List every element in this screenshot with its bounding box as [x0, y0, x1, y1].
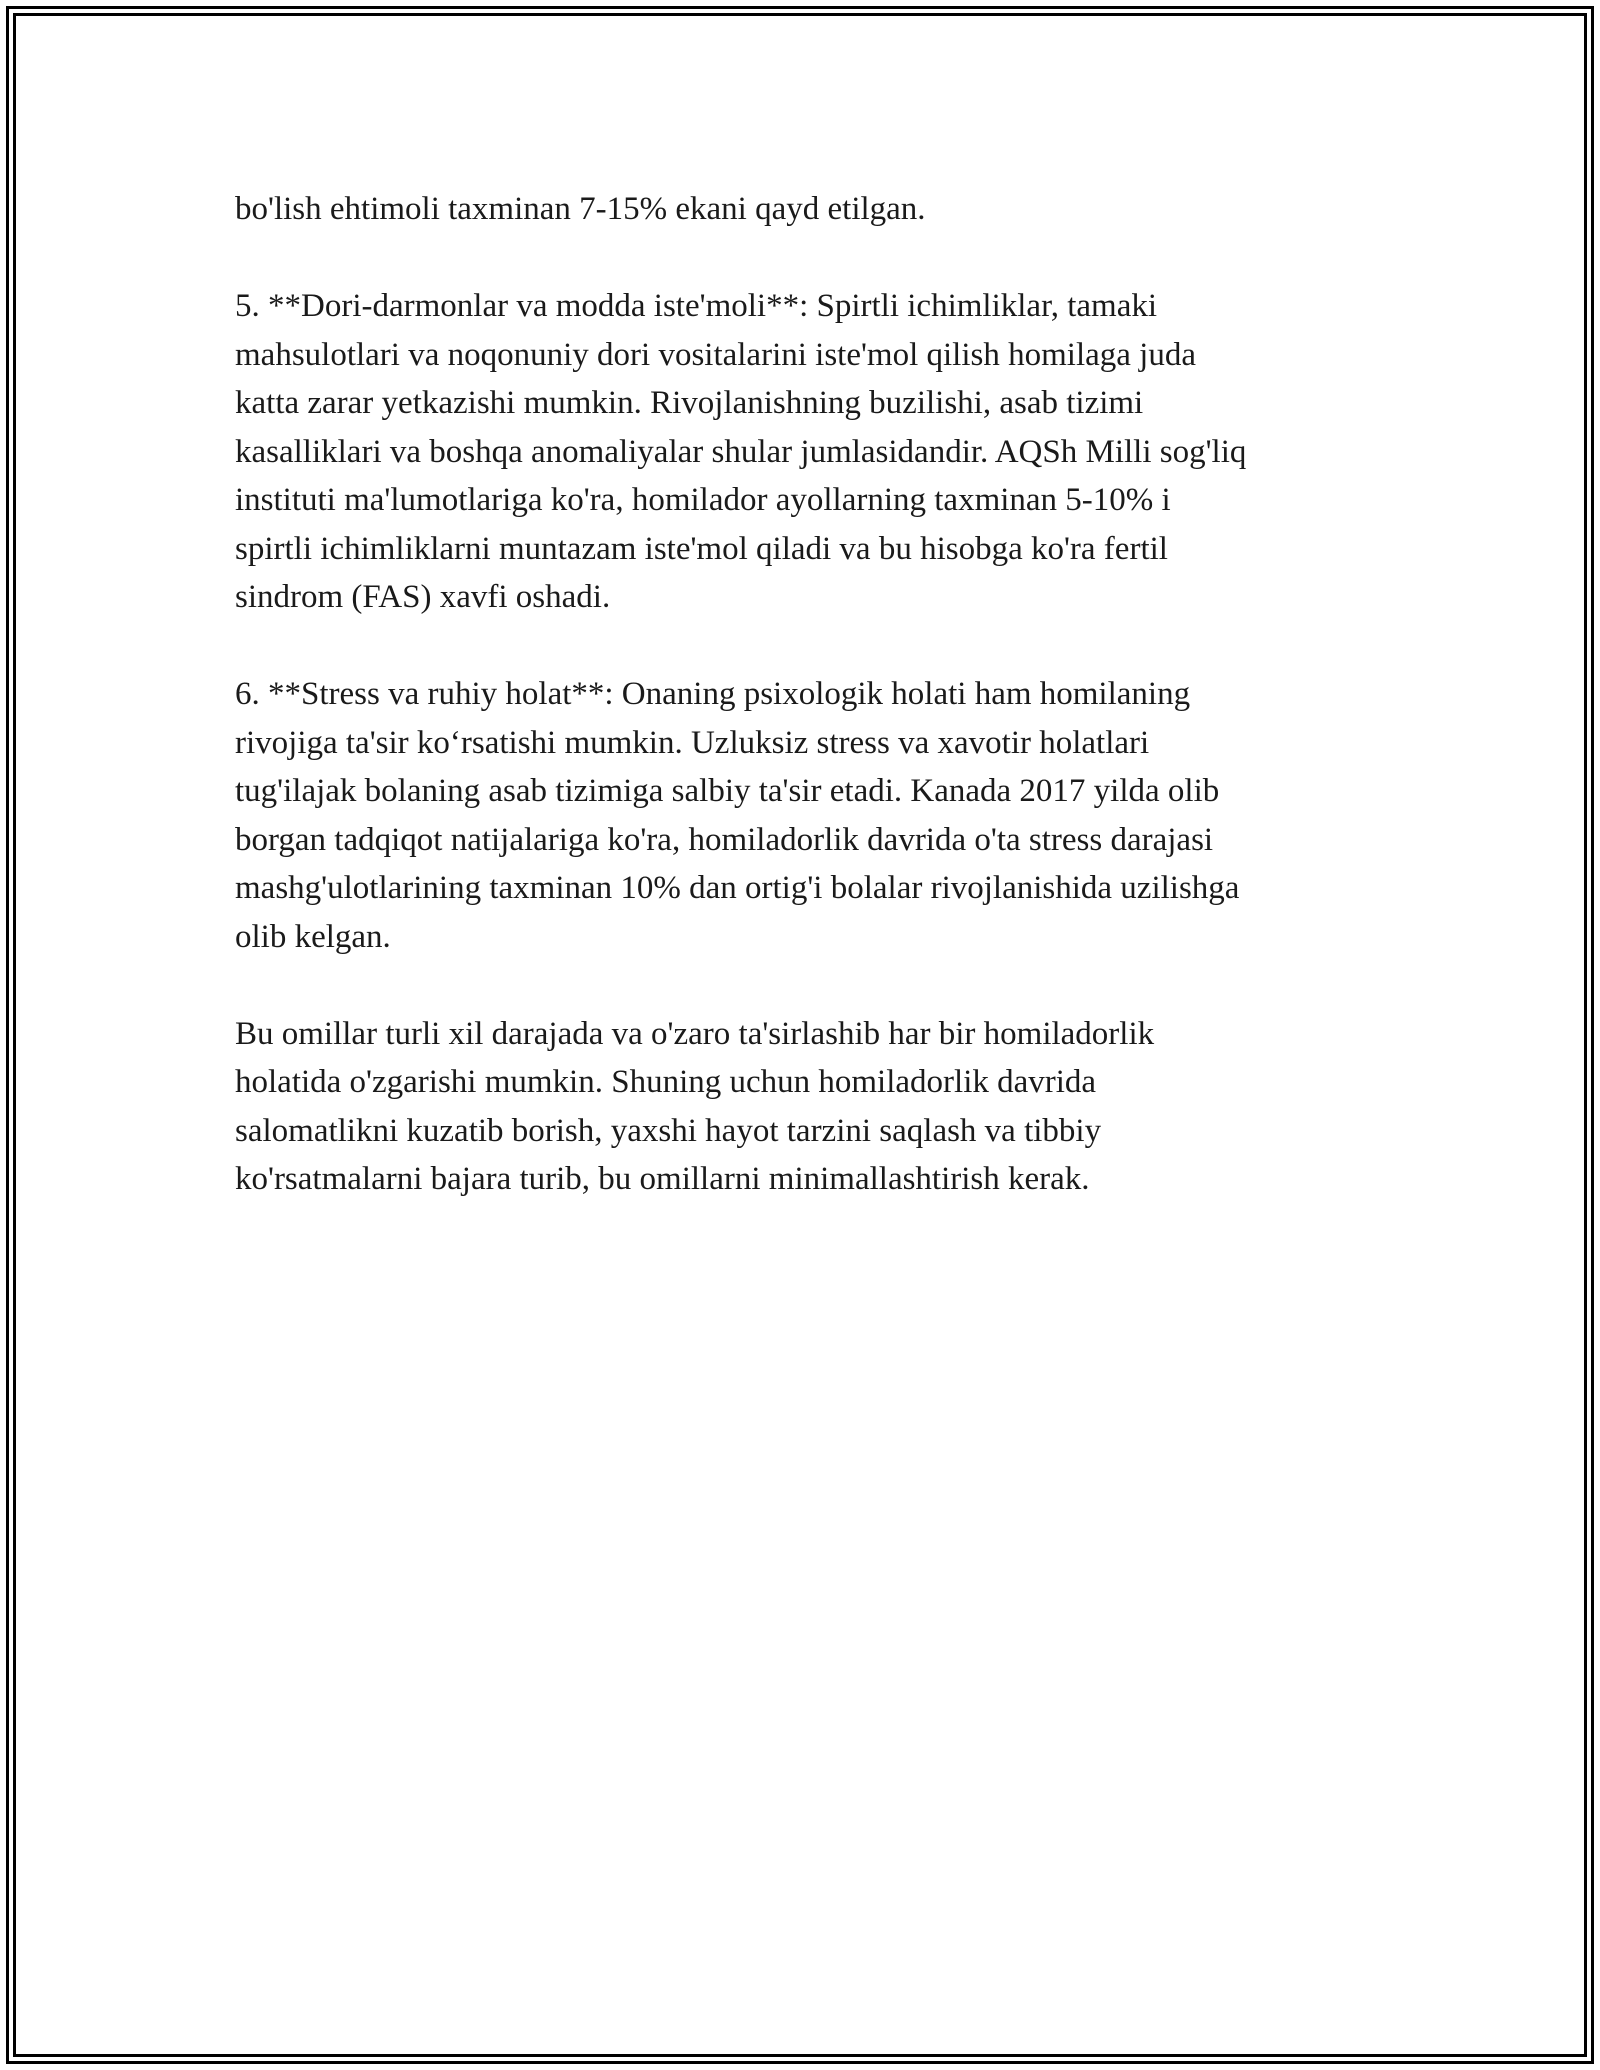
paragraph-item-5: 5. **Dori-darmonlar va modda iste'moli**: Spirtli ichimliklar, tamaki mahsulotlari va noqonuniy dori vositalarini iste'mol qilish homilaga juda katta zarar yetkazishi mumkin. Rivojlanishning buzilishi, asab tizimi kasalliklari va boshqa anomaliyalar shular jumlasidandir. AQSh Milli sog'liq instituti ma'lumotlariga ko'ra, homilador ayollarning taxminan 5-10% i spirtli ichimliklarni muntazam iste'mol qiladi va bu hisobga ko'ra fertil sindrom (FAS) xavfi oshadi.: [235, 288, 1247, 615]
paragraph-continuation: bo'lish ehtimoli taxminan 7-15% ekani qayd etilgan.: [235, 191, 926, 227]
document-body: [235, 185, 1385, 1252]
paragraph-item-6: 6. **Stress va ruhiy holat**: Onaning psixologik holati ham homilaning rivojiga ta'sir ko‘rsatishi mumkin. Uzluksiz stress va xavotir holatlari tug'ilajak bolaning asab tizimiga salbiy ta'sir etadi. Kanada 2017 yilda olib borgan tadqiqot natijalariga ko'ra, homiladorlik davrida o'ta stress darajasi mashg'ulotlarining taxminan 10% dan ortig'i bolalar rivojlanishida uzilishga olib kelgan.: [235, 676, 1240, 955]
paragraph-conclusion: Bu omillar turli xil darajada va o'zaro ta'sirlashib har bir homiladorlik holatida o'zgarishi mumkin. Shuning uchun homiladorlik davrida salomatlikni kuzatib borish, yaxshi hayot tarzini saqlash va tibbiy ko'rsatmalarni bajara turib, bu omillarni minimallashtirish kerak.: [235, 1015, 1155, 1197]
